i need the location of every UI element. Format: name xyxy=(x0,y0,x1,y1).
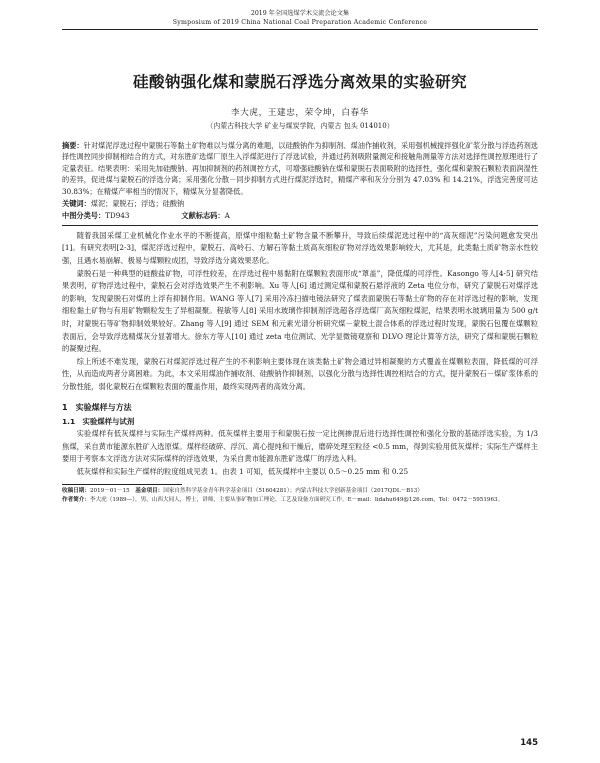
page-number: 145 xyxy=(520,738,538,748)
paragraph-2: 蒙脱石是一种典型的硅酸盐矿物，可浮性较差，在浮选过程中易黏附在煤颗粒表面形成“罩盖”，降低煤的可浮性。Kasongo 等人[4-5] 研究结果表明，矿物浮选过程中，蒙脱石会对浮选效果产生不利影响。Xu 等人[6] 通过测定煤和蒙脱石悬浮液的 Zeta 电位分布，研究了蒙脱石对煤浮选的影响，发现蒙脱石对煤的上浮有抑制作用。WANG 等人[7] 采用冷冻扫描电镜法研究了煤表面蒙脱石等黏土矿物的存在对浮选过程的影响，发现细粒黏土矿物与有用矿物颗粒发生了异相凝聚。程敏等人[8] 采用水玻璃作抑制剂浮选超各浮选煤厂高灰细粒煤泥，结果表明水玻璃用量为 500 g/t 时，对蒙脱石等矿物抑制效果较好。Zhang 等人[9] 通过 SEM 和元素光谱分析研究煤－蒙脱土混合体系的浮选过程时发现，蒙脱石包覆在煤颗粒表面后，会导致浮选精煤灰分显著增大。徐东方等人[10] 通过 zeta 电位测试、光学显微镜观察和 DLVO 理论计算等方法，研究了煤和蒙脱石颗粒的凝聚过程。 xyxy=(62,268,538,354)
header-rule xyxy=(62,29,538,30)
footnote xyxy=(62,487,538,504)
subsection-heading-1-1: 1.1 实验煤样与试剂 xyxy=(62,416,135,426)
running-head-chinese: 2019 年全国选煤学术交流会论文集 xyxy=(250,10,350,17)
document-code-value: A xyxy=(224,211,230,221)
affiliation: （内蒙古科技大学 矿业与煤炭学院，内蒙古 包头 014010） xyxy=(206,122,394,130)
body-text xyxy=(62,230,538,479)
footnote-received xyxy=(62,487,538,495)
paper-title: 硅酸钠强化煤和蒙脱石浮选分离效果的实验研究 xyxy=(133,73,467,91)
section-heading-1: 1 实验煤样与方法 xyxy=(62,402,132,412)
fund-text: 国家自然科学基金青年科学基金项目（51604281）；内蒙古科技大学创新基金项目（2017QDL－B13） xyxy=(163,488,423,495)
paragraph-5: 低灰煤样和实际生产煤样的粒度组成见表 1。由表 1 可知，低灰煤样中主要以 0.5～0.25 mm 和 0.25 xyxy=(76,466,409,476)
running-head-english: Symposium of 2019 China National Coal Preparation Academic Conference xyxy=(172,18,428,26)
author-bio-text: 李大虎（1989—），男，山西大同人，博士，讲师，主要从事矿物加工理论、工艺及设备方面研究工作。E－mail：lidahu649@126.com，Tel：0472－5951963。 xyxy=(89,496,504,503)
authors: 李大虎，王建忠，荣令坤，白春华 xyxy=(231,108,369,118)
keywords xyxy=(62,198,538,209)
received-label: 收稿日期： xyxy=(62,488,90,495)
paragraph-3: 综上所述不难发现，蒙脱石对煤泥浮选过程产生的不利影响主要体现在该类黏土矿物会通过异相凝聚的方式覆盖在煤颗粒表面，降低煤的可浮性，从而造成两者分离困难。为此，本文采用煤油作捕收剂、硅酸钠作抑制剂，以强化分散与选择性调控相结合的方式，提升蒙脱石－煤矿浆体系的分散性能，弱化蒙脱石在煤颗粒表面的覆盖作用，最终实现两者的高效分离。 xyxy=(62,356,538,391)
paragraph-1: 随着我国采煤工业机械化作业水平的不断提高，原煤中细粒黏土矿物含量不断攀升，导致后续煤泥选过程中的“高灰细泥”污染问题愈发突出[1]。有研究表明[2-3]，煤泥浮选过程中，蒙脱石、高岭石、方解石等黏土质高灰细粒矿物对浮选效果影响较大，尤其是，此类黏土质矿物亲水性较强，且遇水易崩解、极易与煤颗粒成团，导致浮选分离效果恶化。 xyxy=(62,230,538,266)
keywords-text: 煤泥；蒙脱石；浮选；硅酸钠 xyxy=(90,199,185,209)
paragraph-4: 实验煤样有低灰煤样与实际生产煤样两种。低灰煤样主要用于和蒙脱石按一定比例掺混后进行选择性调控和强化分散的基础浮选实验，为 1/3 焦煤，采自黄市能源东胜矿入选原煤。煤样经破碎、浮沉、离心提纯和干燥后，磨碎处理至粒径 <0.5 mm，得到实验用低灰煤样；实际生产煤样主要用于考察本文浮选方法对实际煤样的浮选效果，为采自黄市能源东胜矿选煤厂的浮选入料。 xyxy=(62,429,538,464)
running-head xyxy=(62,0,538,27)
abstract-label: 摘要： xyxy=(62,141,84,150)
keywords-label: 关键词： xyxy=(62,199,91,209)
received-date: 2019－01－15 xyxy=(89,488,130,495)
document-code-label: 文献标志码： xyxy=(181,211,225,221)
author-bio-label: 作者简介： xyxy=(62,496,90,503)
abstract-text: 针对煤泥浮选过程中蒙脱石等黏土矿物难以与煤分离的难题，以硅酸钠作为抑制剂、煤油作捕收剂，采用强机械搅拌强化矿浆分散与浮选药剂选择性调控同步抑制相结合的方式，对东胜矿选煤厂原生入浮煤泥进行了浮选试验，并通过药剂吸附量测定和接触角测量等方法对选择性调控原理进行了定量表征。结果表明：采用先加硅酸钠、再加抑制剂的药剂调控方式，可增强硅酸钠在煤和蒙脱石表面吸附的选择性，强化煤和蒙脱石颗粒表面润湿性的差异，促进煤与蒙脱石的浮选分离；采用强化分散－同步抑制方式进行煤泥浮选时，精煤产率和灰分分别为 47.03% 和 14.21%，浮选完善度可达 30.83%；在精煤产率相当的情况下，精煤灰分显著降低。 xyxy=(62,141,538,196)
classification-label: 中图分类号： xyxy=(62,211,106,221)
classification-value: TD943 xyxy=(105,211,130,221)
fund-label: 基金项目： xyxy=(135,488,164,495)
classification-line xyxy=(62,210,538,221)
footnote-author xyxy=(62,496,538,504)
abstract xyxy=(62,140,538,197)
abstract-rule xyxy=(62,225,538,226)
footnote-rule xyxy=(62,484,182,485)
